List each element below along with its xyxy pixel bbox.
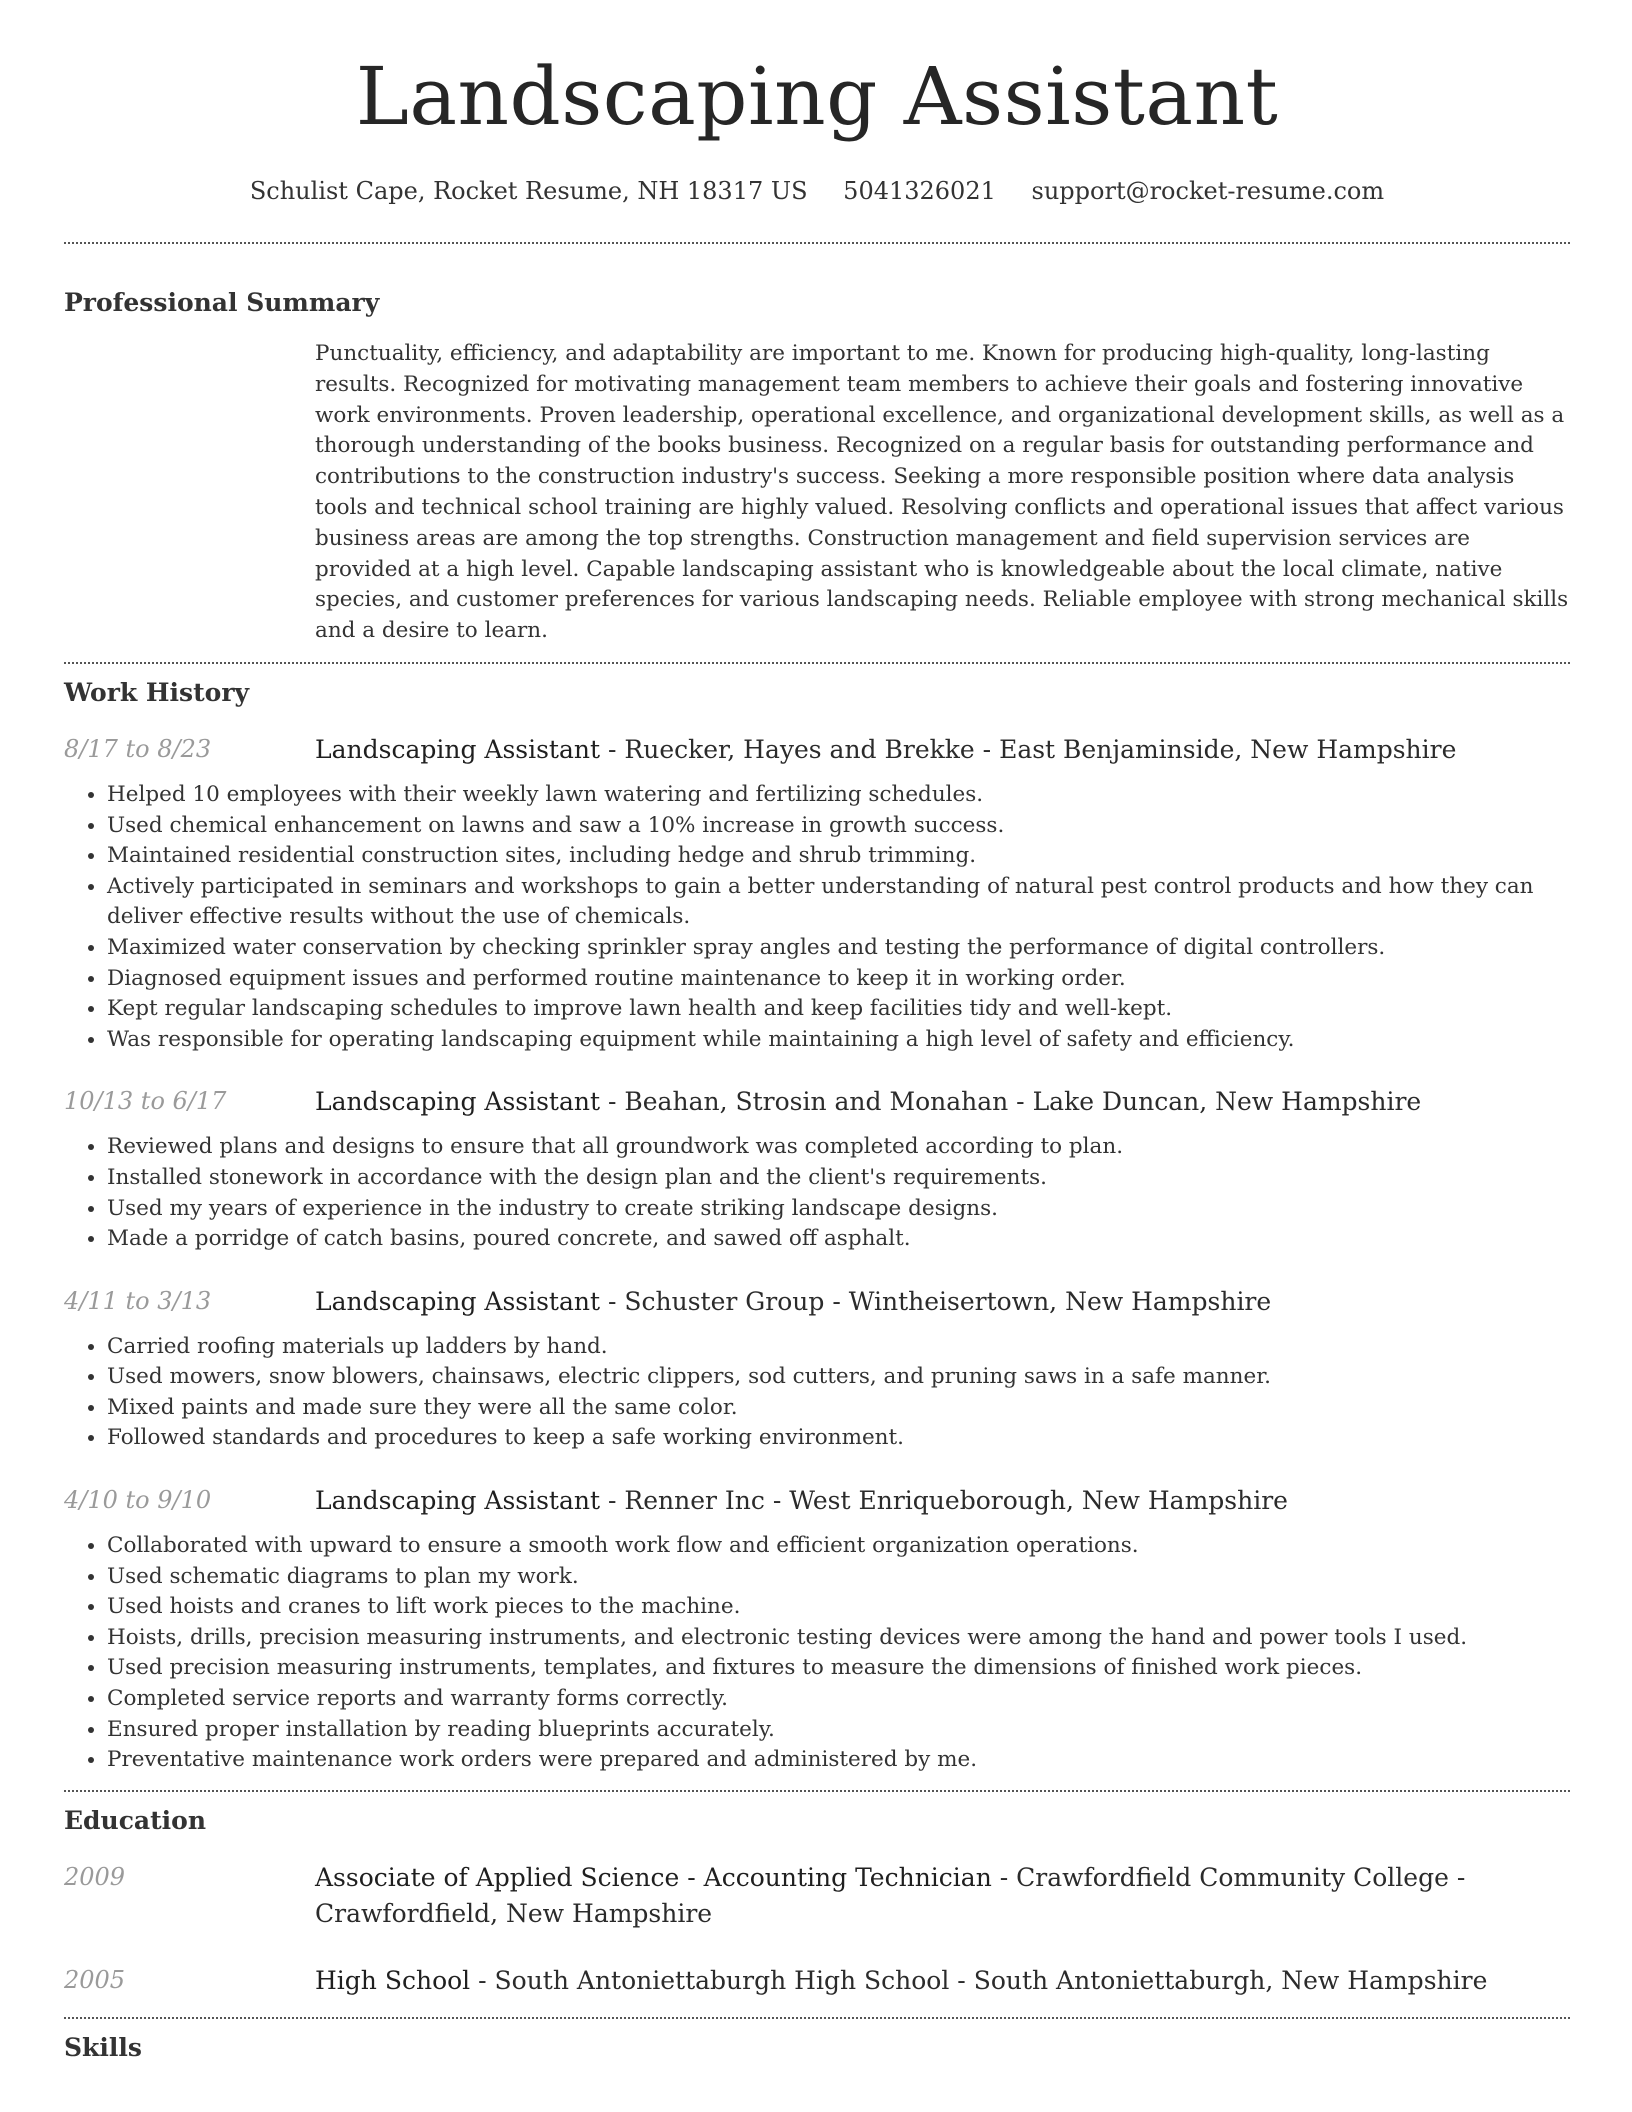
- list-item: • Helped 10 employees with their weekly lawn watering and fertilizing schedules.: [107, 780, 1570, 811]
- list-item: • Used chemical enhancement on lawns and saw a 10% increase in growth success.: [107, 811, 1570, 842]
- skills-section: [64, 2031, 1570, 2065]
- job-bullets: [64, 1132, 1570, 1254]
- work-history-section: [64, 676, 1570, 1776]
- education-title-line: [315, 1963, 1570, 1999]
- separator: -: [764, 1486, 790, 1516]
- list-item: • Actively participated in seminars and workshops to gain a better understanding of natural pest control products and how they can deliver effective results without the use of chemicals.: [107, 872, 1570, 933]
- summary-section: [64, 286, 1570, 647]
- job-entry: [64, 1483, 1570, 1776]
- job-entry: [64, 1284, 1570, 1454]
- job-location: West Enriqueborough, New Hampshire: [789, 1486, 1288, 1516]
- list-item: • Ensured proper installation by reading blueprints accurately.: [107, 1715, 1570, 1746]
- job-employer: Schuster Group: [624, 1286, 825, 1316]
- list-item: • Reviewed plans and designs to ensure that all groundwork was completed according to plan.: [107, 1132, 1570, 1163]
- job-bullets: [64, 780, 1570, 1055]
- job-title-line: [315, 1084, 1570, 1120]
- section-title-skills: Skills: [64, 2032, 142, 2062]
- job-location: East Benjaminside, New Hampshire: [999, 734, 1457, 764]
- separator: -: [1448, 1862, 1466, 1892]
- list-item: • Maintained residential construction sites, including hedge and shrub trimming.: [107, 841, 1570, 872]
- separator: -: [470, 1965, 495, 1995]
- list-item: • Followed standards and procedures to keep a safe working environment.: [107, 1423, 1570, 1454]
- job-employer: Renner Inc: [624, 1486, 765, 1516]
- separator: -: [949, 1965, 974, 1995]
- list-item: • Used my years of experience in the industry to create striking landscape designs.: [107, 1194, 1570, 1225]
- job-location: Lake Duncan, New Hampshire: [1032, 1087, 1422, 1117]
- divider: [64, 2017, 1570, 2019]
- list-item: • Carried roofing materials up ladders by hand.: [107, 1332, 1570, 1363]
- summary-text: Punctuality, efficiency, and adaptability are important to me. Known for producing high-quality, long-lasting results. Recognized for motivating management team members to achieve their goals and fostering innovative work environments. Proven leadership, operational excellence, and organizational development skills, as well as a thorough understanding of the books business. Recognized on a regular basis for outstanding performance and contributions to the construction industry's success. Seeking a more responsible position where data analysis tools and technical school training are highly valued. Resolving conflicts and operational issues that affect various business areas are among the top strengths. Construction management and field supervision services are provided at a high level. Capable landscaping assistant who is knowledgeable about the local climate, native species, and customer preferences for various landscaping needs. Reliable employee with strong mechanical skills and a desire to learn.: [315, 341, 1569, 644]
- job-role: Landscaping Assistant: [315, 1286, 601, 1316]
- list-item: • Diagnosed equipment issues and performed routine maintenance to keep it in working order.: [107, 964, 1570, 995]
- divider: [64, 242, 1570, 244]
- list-item: • Used precision measuring instruments, templates, and fixtures to measure the dimensions of finished work pieces.: [107, 1653, 1570, 1684]
- job-entry: [64, 1084, 1570, 1254]
- section-title-education: Education: [64, 1805, 207, 1835]
- list-item: • Was responsible for operating landscaping equipment while maintaining a high level of safety and efficiency.: [107, 1025, 1570, 1056]
- list-item: • Completed service reports and warranty forms correctly.: [107, 1684, 1570, 1715]
- separator: -: [824, 1286, 849, 1316]
- list-item: • Used hoists and cranes to lift work pieces to the machine.: [107, 1592, 1570, 1623]
- job-entry: [64, 732, 1570, 1055]
- job-title-line: [315, 1483, 1570, 1519]
- education-location: South Antoniettaburgh, New Hampshire: [973, 1965, 1488, 1995]
- separator: -: [600, 1286, 625, 1316]
- education-degree: High School: [315, 1965, 471, 1995]
- job-title-line: [315, 1284, 1570, 1320]
- phone-text: 5041326021: [843, 177, 996, 205]
- education-year: 2009: [64, 1862, 126, 1891]
- education-entry: [64, 1963, 1570, 1999]
- education-section: [64, 1804, 1570, 1999]
- job-dates: 4/10 to 9/10: [64, 1486, 212, 1515]
- job-bullets: [64, 1332, 1570, 1454]
- list-item: • Collaborated with upward to ensure a smooth work flow and efficient organization operations.: [107, 1531, 1570, 1562]
- section-title-summary: Professional Summary: [64, 288, 380, 317]
- separator: -: [1008, 1087, 1033, 1117]
- resume-page: [64, 0, 1570, 2065]
- education-title-line: [315, 1860, 1570, 1932]
- list-item: • Installed stonework in accordance with the design plan and the client's requirements.: [107, 1163, 1570, 1194]
- separator: -: [991, 1862, 1017, 1892]
- separator: -: [600, 1087, 625, 1117]
- separator: -: [600, 734, 625, 764]
- page-title: Landscaping Assistant: [355, 50, 1279, 143]
- job-employer: Beahan, Strosin and Monahan: [624, 1087, 1009, 1117]
- list-item: • Mixed paints and made sure they were all the same color.: [107, 1393, 1570, 1424]
- separator: -: [974, 734, 1000, 764]
- separator: -: [600, 1486, 625, 1516]
- job-dates: 8/17 to 8/23: [64, 734, 212, 763]
- list-item: • Made a porridge of catch basins, poured concrete, and sawed off asphalt.: [107, 1224, 1570, 1255]
- job-dates: 10/13 to 6/17: [64, 1087, 227, 1116]
- list-item: • Preventative maintenance work orders were prepared and administered by me.: [107, 1745, 1570, 1776]
- education-school: South Antoniettaburgh High School: [494, 1965, 950, 1995]
- email-text: support@rocket-resume.com: [1031, 177, 1385, 205]
- education-year: 2005: [64, 1965, 126, 1994]
- section-title-work-history: Work History: [64, 677, 250, 707]
- contact-line: [64, 174, 1570, 208]
- job-title-line: [315, 732, 1570, 768]
- education-school: Crawfordfield Community College: [1016, 1862, 1449, 1892]
- education-entry: [64, 1860, 1570, 1932]
- job-role: Landscaping Assistant: [315, 1087, 601, 1117]
- job-location: Wintheisertown, New Hampshire: [848, 1286, 1272, 1316]
- address-text: Schulist Cape, Rocket Resume, NH 18317 US: [249, 177, 808, 205]
- job-bullets: [64, 1531, 1570, 1776]
- list-item: • Used mowers, snow blowers, chainsaws, electric clippers, sod cutters, and pruning saws in a safe manner.: [107, 1362, 1570, 1393]
- list-item: • Kept regular landscaping schedules to improve lawn health and keep facilities tidy and well-kept.: [107, 994, 1570, 1025]
- divider: [64, 1790, 1570, 1792]
- job-role: Landscaping Assistant: [315, 1486, 601, 1516]
- list-item: • Maximized water conservation by checking sprinkler spray angles and testing the performance of digital controllers.: [107, 933, 1570, 964]
- job-dates: 4/11 to 3/13: [64, 1286, 212, 1315]
- education-degree: Associate of Applied Science - Accounting Technician: [315, 1862, 992, 1892]
- list-item: • Used schematic diagrams to plan my work.: [107, 1562, 1570, 1593]
- list-item: • Hoists, drills, precision measuring instruments, and electronic testing devices were among the hand and power tools I used.: [107, 1623, 1570, 1654]
- education-location: Crawfordfield, New Hampshire: [315, 1898, 713, 1928]
- divider: [64, 662, 1570, 664]
- job-employer: Ruecker, Hayes and Brekke: [624, 734, 975, 764]
- job-role: Landscaping Assistant: [315, 734, 601, 764]
